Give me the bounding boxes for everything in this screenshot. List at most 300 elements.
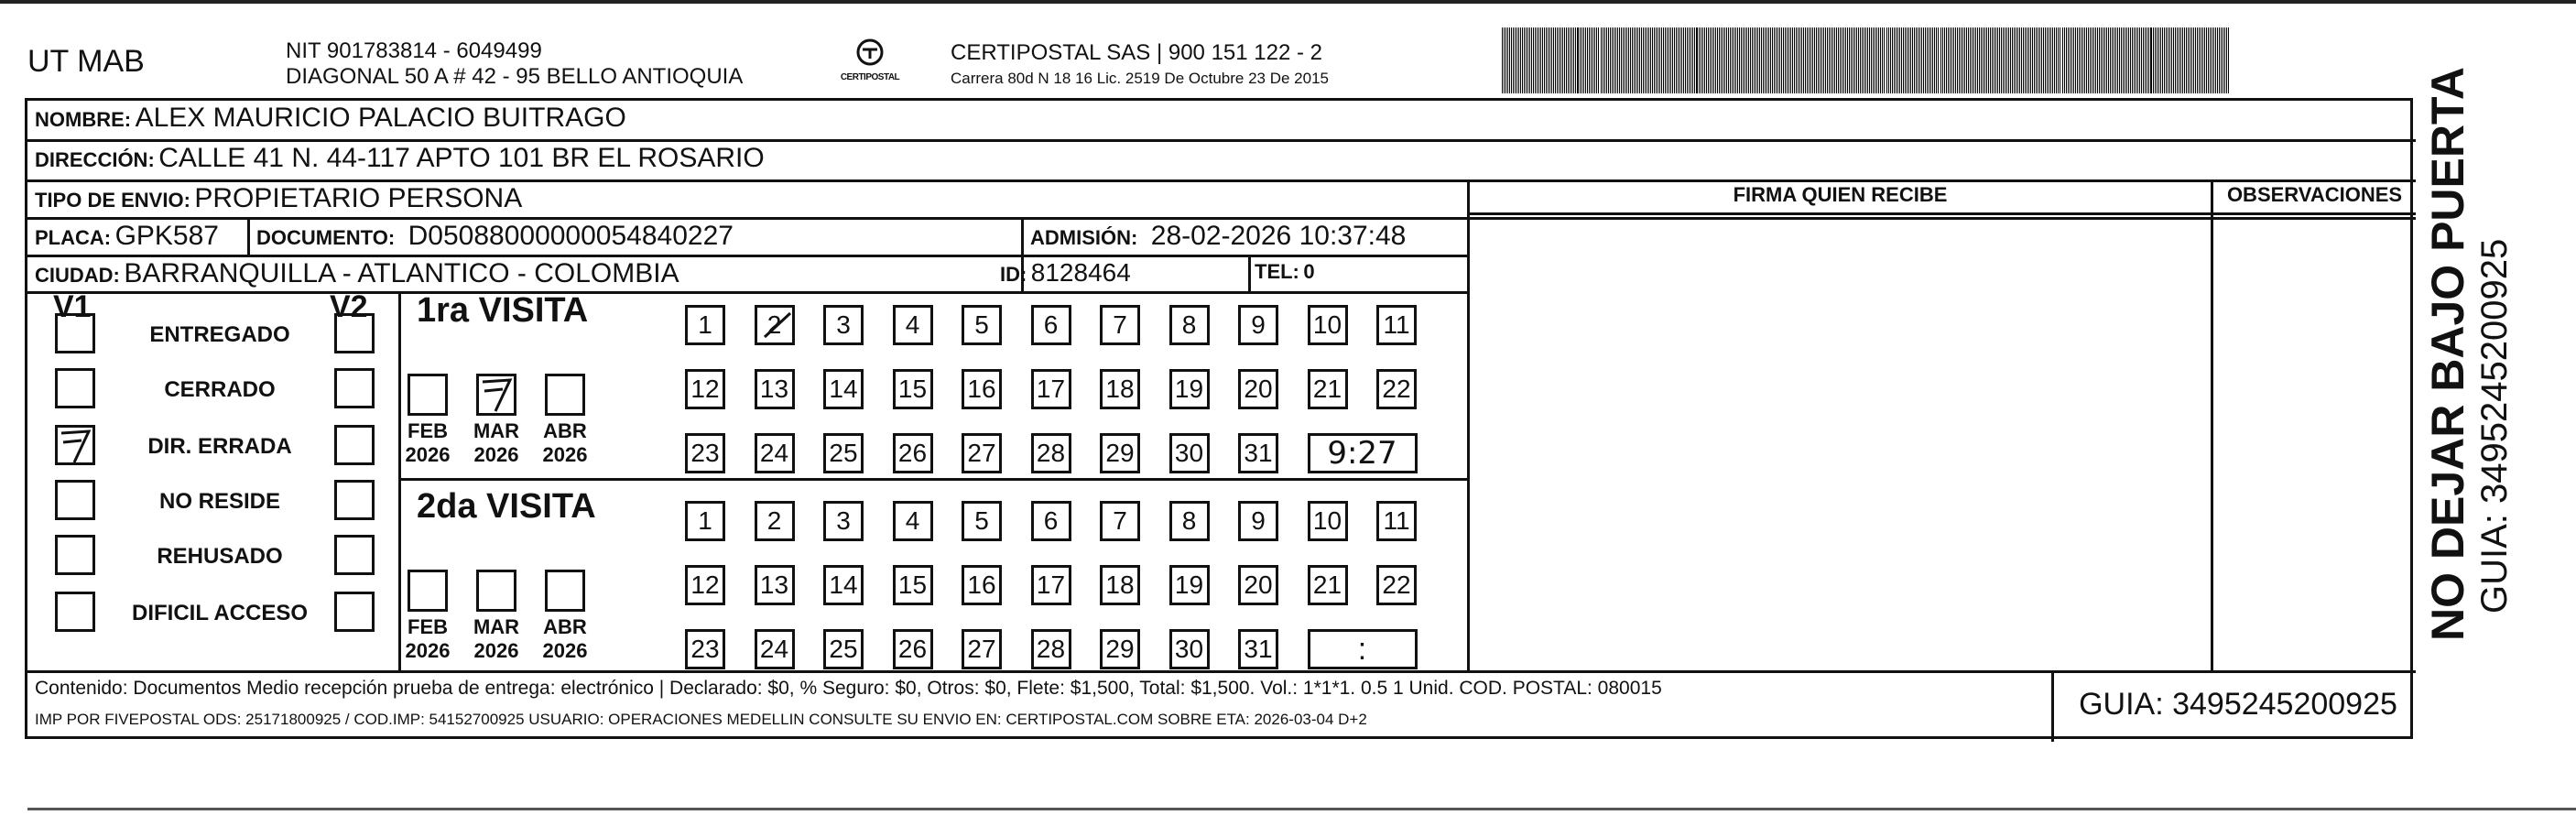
barcode-bar xyxy=(1970,27,1971,93)
barcode-bar xyxy=(2115,27,2116,93)
visit2-day-box[interactable]: 27 xyxy=(962,629,1002,669)
barcode-bar xyxy=(2130,27,2131,93)
id-label: ID: xyxy=(1000,263,1027,286)
barcode-bar xyxy=(2112,27,2113,93)
visit2-time-box[interactable]: : xyxy=(1308,629,1418,669)
barcode-bar xyxy=(1838,27,1839,93)
carrier-name: CERTIPOSTAL SAS | 900 151 122 - 2 xyxy=(951,40,1322,65)
barcode-bar xyxy=(1634,27,1635,93)
barcode-bar xyxy=(1854,27,1855,93)
barcode-bar xyxy=(1903,27,1904,93)
barcode-bar xyxy=(1619,27,1620,93)
visit2-day-box[interactable]: 20 xyxy=(1238,565,1278,605)
visit1-month-name: MAR xyxy=(473,419,520,442)
barcode-bar xyxy=(1668,27,1669,93)
barcode-bar xyxy=(1897,27,1898,93)
barcode-bar xyxy=(1823,27,1824,93)
barcode-bar xyxy=(1594,27,1595,93)
visit2-day-box[interactable]: 9 xyxy=(1238,501,1278,541)
barcode-bar xyxy=(1829,27,1830,93)
visit2-day-box[interactable]: 31 xyxy=(1238,629,1278,669)
barcode-bar xyxy=(2101,27,2102,93)
barcode-bar xyxy=(1615,27,1616,93)
visit1-day-box[interactable]: 10 xyxy=(1308,305,1348,345)
visit2-month-name: ABR xyxy=(543,615,587,638)
barcode-bar xyxy=(1794,27,1795,93)
barcode-bar xyxy=(2148,27,2149,93)
barcode-bar xyxy=(1995,27,1996,93)
barcode-bar xyxy=(2010,27,2011,93)
barcode-bar xyxy=(1750,27,1751,93)
barcode-bar xyxy=(1798,27,1799,93)
barcode-bar xyxy=(1737,27,1738,93)
barcode-bar xyxy=(2084,27,2085,93)
barcode-bar xyxy=(1790,27,1791,93)
barcode-bar xyxy=(1678,27,1679,93)
barcode-bar xyxy=(2177,27,2178,93)
barcode-bar xyxy=(2215,27,2216,93)
barcode-bar xyxy=(2062,27,2063,93)
visit1-day-box[interactable]: 17 xyxy=(1031,369,1071,409)
delivery-form xyxy=(25,98,2413,739)
visit1-day-box[interactable]: 14 xyxy=(823,369,864,409)
barcode-bar xyxy=(1930,27,1931,93)
top-border xyxy=(0,0,2576,4)
barcode-bar xyxy=(1888,27,1889,93)
visit1-day-box[interactable]: 2 xyxy=(755,305,795,345)
barcode-bar xyxy=(2224,27,2225,93)
barcode-bar xyxy=(2180,27,2181,93)
visit2-day-box[interactable]: 25 xyxy=(823,629,864,669)
visit1-day-box[interactable]: 22 xyxy=(1376,369,1417,409)
barcode-bar xyxy=(2088,27,2089,93)
barcode-bar xyxy=(1511,27,1512,93)
visit2-day-box[interactable]: 12 xyxy=(685,565,725,605)
barcode-bar xyxy=(1683,27,1684,93)
company-address: DIAGONAL 50 A # 42 - 95 BELLO ANTIOQUIA xyxy=(286,64,744,89)
v1-checkbox-3[interactable] xyxy=(55,480,95,520)
barcode-bar xyxy=(1919,27,1920,93)
barcode-bar xyxy=(2126,27,2127,93)
v1-checkbox-1[interactable] xyxy=(55,368,95,408)
barcode-bar xyxy=(2104,27,2105,93)
barcode-bar xyxy=(2213,27,2214,93)
barcode-bar xyxy=(1522,27,1523,93)
visit1-day-box[interactable]: 8 xyxy=(1169,305,1210,345)
v2-checkbox-4[interactable] xyxy=(334,535,375,575)
visit2-day-box[interactable]: 28 xyxy=(1031,629,1071,669)
barcode-bar xyxy=(1632,27,1633,93)
barcode-bar xyxy=(1648,27,1649,93)
barcode-bar xyxy=(1748,27,1749,93)
barcode-bar xyxy=(1533,27,1534,93)
visit1-month-label xyxy=(396,419,460,467)
visit1-day-box[interactable]: 7 xyxy=(1100,305,1140,345)
side-guide: GUIA: 3495245200925 xyxy=(2474,238,2515,614)
barcode-bar xyxy=(1570,27,1571,93)
barcode-bar xyxy=(1540,27,1541,93)
plate-value: GPK587 xyxy=(114,221,219,251)
visit2-day-box[interactable]: 13 xyxy=(755,565,795,605)
barcode-bar xyxy=(1553,27,1554,93)
visit2-day-box[interactable]: 26 xyxy=(893,629,933,669)
barcode-bar xyxy=(1583,27,1584,93)
visit2-day-box[interactable]: 30 xyxy=(1169,629,1210,669)
visit1-day-box[interactable]: 26 xyxy=(893,433,933,473)
barcode-bar xyxy=(1581,27,1582,93)
barcode-bar xyxy=(2045,27,2046,93)
visit2-day-box[interactable]: 21 xyxy=(1308,565,1348,605)
v1-checkbox-5[interactable] xyxy=(55,592,95,632)
visit1-day-box[interactable]: 31 xyxy=(1238,433,1278,473)
company-name: UT MAB xyxy=(27,44,145,79)
document-field xyxy=(256,221,734,252)
visit1-day-box[interactable]: 13 xyxy=(755,369,795,409)
barcode-bar xyxy=(1975,27,1976,93)
visit1-month-checkbox-1[interactable] xyxy=(476,374,516,416)
visit1-day-box[interactable]: 19 xyxy=(1169,369,1210,409)
barcode-bar xyxy=(1936,27,1937,93)
visit2-day-box[interactable]: 4 xyxy=(893,501,933,541)
visit1-day-box[interactable]: 28 xyxy=(1031,433,1071,473)
barcode-bar xyxy=(1555,27,1556,93)
carrier-license: Carrera 80d N 18 16 Lic. 2519 De Octubre 23 De 2015 xyxy=(951,70,1329,87)
visit2-day-box[interactable]: 2 xyxy=(755,501,795,541)
barcode-bar xyxy=(1814,27,1815,93)
barcode-bar xyxy=(1546,27,1547,93)
barcode-bar xyxy=(1706,27,1707,93)
visit1-day-box[interactable]: 12 xyxy=(685,369,725,409)
barcode-bar xyxy=(2121,27,2122,93)
barcode-bar xyxy=(1944,27,1945,93)
visit2-day-box[interactable]: 7 xyxy=(1100,501,1140,541)
barcode-bar xyxy=(1890,27,1891,93)
barcode-bar xyxy=(1777,27,1778,93)
v2-checkbox-5[interactable] xyxy=(334,592,375,632)
barcode-bar xyxy=(2141,27,2142,93)
barcode-bar xyxy=(1585,27,1586,93)
barcode-bar xyxy=(1807,27,1808,93)
visit1-day-box[interactable]: 3 xyxy=(823,305,864,345)
barcode-bar xyxy=(1513,27,1514,93)
plate-label: PLACA: xyxy=(35,226,112,249)
visit2-month-checkbox-0[interactable] xyxy=(408,570,448,612)
visit1-day-box[interactable]: 5 xyxy=(962,305,1002,345)
barcode-bar xyxy=(1825,27,1826,93)
visit1-day-box[interactable]: 6 xyxy=(1031,305,1071,345)
barcode-bar xyxy=(1884,27,1885,93)
barcode-bar xyxy=(2128,27,2129,93)
visit1-month-checkbox-0[interactable] xyxy=(408,374,448,416)
barcode-bar xyxy=(1656,27,1657,93)
visit1-day-box[interactable]: 30 xyxy=(1169,433,1210,473)
barcode-bar xyxy=(1880,27,1881,93)
barcode-bar xyxy=(2191,27,2192,93)
barcode-bar xyxy=(1805,27,1806,93)
barcode-bar xyxy=(1685,27,1686,93)
visit2-day-box[interactable]: 11 xyxy=(1376,501,1417,541)
visit2-day-box[interactable]: 14 xyxy=(823,565,864,605)
barcode-bar xyxy=(2014,27,2015,93)
barcode-bar xyxy=(1529,27,1530,93)
visit2-day-box[interactable]: 18 xyxy=(1100,565,1140,605)
visit1-month-label xyxy=(464,419,528,467)
barcode-bar xyxy=(1612,27,1613,93)
barcode-bar xyxy=(2157,27,2158,93)
v1-checkbox-4[interactable] xyxy=(55,535,95,575)
barcode-bar xyxy=(1681,27,1682,93)
barcode-bar xyxy=(1988,27,1989,93)
barcode-bar xyxy=(2054,27,2055,93)
visit2-day-box[interactable]: 22 xyxy=(1376,565,1417,605)
visit2-day-box[interactable]: 23 xyxy=(685,629,725,669)
barcode-bar xyxy=(1871,27,1872,93)
barcode-bar xyxy=(1571,27,1572,93)
barcode-bar xyxy=(1717,27,1718,93)
barcode-bar xyxy=(1799,27,1800,93)
barcode-bar xyxy=(2208,27,2209,93)
barcode-bar xyxy=(1535,27,1536,93)
admission-label: ADMISIÓN: xyxy=(1030,226,1138,249)
visit2-day-box[interactable]: 15 xyxy=(893,565,933,605)
barcode-bar xyxy=(1948,27,1949,93)
barcode-bar xyxy=(1792,27,1793,93)
barcode-bar xyxy=(2043,27,2044,93)
barcode-bar xyxy=(2064,27,2065,93)
barcode-bar xyxy=(1892,27,1893,93)
document-value: D05088000000054840227 xyxy=(408,221,734,251)
barcode-bar xyxy=(2110,27,2111,93)
barcode-bar xyxy=(1559,27,1560,93)
barcode-bar xyxy=(1803,27,1804,93)
visit2-month-label xyxy=(464,615,528,663)
barcode-bar xyxy=(2162,27,2163,93)
barcode-bar xyxy=(1568,27,1569,93)
visit2-day-box[interactable]: 29 xyxy=(1100,629,1140,669)
barcode-bar xyxy=(1663,27,1664,93)
barcode-bar xyxy=(1867,27,1868,93)
visit2-day-box[interactable]: 1 xyxy=(685,501,725,541)
barcode-bar xyxy=(1796,27,1797,93)
visit2-month-checkbox-2[interactable] xyxy=(545,570,585,612)
barcode-bar xyxy=(1865,27,1866,93)
barcode-bar xyxy=(1845,27,1846,93)
admission-value: 28-02-2026 10:37:48 xyxy=(1150,221,1407,251)
barcode-bar xyxy=(1916,27,1917,93)
barcode-bar xyxy=(1832,27,1833,93)
barcode-bar xyxy=(1776,27,1777,93)
visit2-day-box[interactable]: 5 xyxy=(962,501,1002,541)
barcode-bar xyxy=(1788,27,1789,93)
v2-checkbox-2[interactable] xyxy=(334,425,375,465)
barcode-bar xyxy=(2171,27,2172,93)
v2-checkbox-3[interactable] xyxy=(334,480,375,520)
barcode-bar xyxy=(1925,27,1926,93)
tel-label: TEL: xyxy=(1255,260,1299,283)
visit2-day-box[interactable]: 17 xyxy=(1031,565,1071,605)
barcode-bar xyxy=(2164,27,2165,93)
visit1-day-box[interactable]: 15 xyxy=(893,369,933,409)
barcode-bar xyxy=(1687,27,1688,93)
barcode-bar xyxy=(1661,27,1662,93)
barcode-bar xyxy=(2082,27,2083,93)
barcode-bar xyxy=(2143,27,2144,93)
barcode-bar xyxy=(2210,27,2211,93)
barcode-bar xyxy=(2001,27,2002,93)
barcode-bar xyxy=(1544,27,1545,93)
barcode-bar xyxy=(1713,27,1714,93)
barcode-bar xyxy=(2058,27,2059,93)
barcode-bar xyxy=(1770,27,1771,93)
bottom-rule xyxy=(27,808,2576,810)
barcode-bar xyxy=(1743,27,1744,93)
v2-checkbox-0[interactable] xyxy=(334,313,375,353)
barcode-bar xyxy=(2032,27,2033,93)
barcode-bar xyxy=(1779,27,1780,93)
barcode-bar xyxy=(1905,27,1906,93)
barcode-bar xyxy=(1869,27,1870,93)
barcode-bar xyxy=(1676,27,1677,93)
visit1-month-checkbox-2[interactable] xyxy=(545,374,585,416)
barcode-bar xyxy=(1834,27,1835,93)
visit1-day-box[interactable]: 16 xyxy=(962,369,1002,409)
visit1-day-box[interactable]: 29 xyxy=(1100,433,1140,473)
recipient-name: ALEX MAURICIO PALACIO BUITRAGO xyxy=(135,103,626,133)
status-option-label: ENTREGADO xyxy=(149,322,290,347)
visit1-day-box[interactable]: 24 xyxy=(755,433,795,473)
barcode-bar xyxy=(1981,27,1982,93)
barcode-bar xyxy=(1951,27,1952,93)
barcode-bar xyxy=(2166,27,2167,93)
visit2-day-box[interactable]: 19 xyxy=(1169,565,1210,605)
barcode-bar xyxy=(1973,27,1974,93)
visit2-day-box[interactable]: 10 xyxy=(1308,501,1348,541)
barcode-bar xyxy=(2050,27,2051,93)
address-label: DIRECCIÓN: xyxy=(35,148,155,171)
barcode-bar xyxy=(1783,27,1784,93)
visit2-month-checkbox-1[interactable] xyxy=(476,570,516,612)
barcode-bar xyxy=(2093,27,2094,93)
recipient-address: CALLE 41 N. 44-117 APTO 101 BR EL ROSARIO xyxy=(158,143,765,173)
barcode-bar xyxy=(1645,27,1646,93)
v1-checkbox-0[interactable] xyxy=(55,313,95,353)
barcode-bar xyxy=(2217,27,2218,93)
barcode-bar xyxy=(2182,27,2183,93)
barcode-bar xyxy=(2041,27,2042,93)
visit2-day-box[interactable]: 8 xyxy=(1169,501,1210,541)
barcode-bar xyxy=(2066,27,2067,93)
barcode-bar xyxy=(1702,27,1703,93)
barcode-bar xyxy=(1812,27,1813,93)
barcode-bar xyxy=(1876,27,1877,93)
barcode-bar xyxy=(2221,27,2222,93)
barcode-bar xyxy=(2197,27,2198,93)
visit1-day-box[interactable]: 27 xyxy=(962,433,1002,473)
visit1-day-box[interactable]: 11 xyxy=(1376,305,1417,345)
barcode-bar xyxy=(2090,27,2091,93)
visit1-day-box[interactable]: 25 xyxy=(823,433,864,473)
barcode-bar xyxy=(1752,27,1753,93)
visit2-month-year: 2026 xyxy=(542,639,588,662)
barcode-bar xyxy=(1650,27,1651,93)
barcode-bar xyxy=(1923,27,1924,93)
barcode-bar xyxy=(1724,27,1725,93)
barcode-bar xyxy=(1659,27,1660,93)
visit2-day-box[interactable]: 16 xyxy=(962,565,1002,605)
barcode-bar xyxy=(1894,27,1895,93)
barcode-bar xyxy=(2108,27,2109,93)
barcode-bar xyxy=(1577,27,1579,93)
visit1-day-box[interactable]: 4 xyxy=(893,305,933,345)
barcode-bar xyxy=(2028,27,2029,93)
status-option-label: DIFICIL ACCESO xyxy=(131,601,308,625)
barcode-bar xyxy=(1604,27,1605,93)
barcode-bar xyxy=(1598,27,1599,93)
barcode-bar xyxy=(1527,27,1528,93)
barcode-bar xyxy=(1509,27,1510,93)
barcode-bar xyxy=(1690,27,1691,93)
type-label: TIPO DE ENVIO: xyxy=(35,189,190,212)
barcode-bar xyxy=(1873,27,1874,93)
visit2-day-box[interactable]: 24 xyxy=(755,629,795,669)
barcode-bar xyxy=(1575,27,1576,93)
barcode-bar xyxy=(1979,27,1980,93)
barcode-bar xyxy=(1515,27,1516,93)
barcode-bar xyxy=(1610,27,1611,93)
shipment-type: PROPIETARIO PERSONA xyxy=(194,183,523,213)
visit1-day-box[interactable]: 23 xyxy=(685,433,725,473)
visit1-day-box[interactable]: 9 xyxy=(1238,305,1278,345)
barcode-bar xyxy=(1966,27,1967,93)
barcode-bar xyxy=(2030,27,2031,93)
barcode-bar xyxy=(2077,27,2078,93)
barcode-bar xyxy=(1560,27,1561,93)
visit1-day-box[interactable]: 20 xyxy=(1238,369,1278,409)
visit2-day-box[interactable]: 3 xyxy=(823,501,864,541)
barcode-bar xyxy=(1739,27,1740,93)
visit1-day-box[interactable]: 18 xyxy=(1100,369,1140,409)
barcode-bar xyxy=(1765,27,1766,93)
barcode-bar xyxy=(1785,27,1786,93)
barcode-bar xyxy=(1507,27,1508,93)
barcode-bar xyxy=(1983,27,1984,93)
visit1-month-year: 2026 xyxy=(542,443,588,466)
barcode-bar xyxy=(2034,27,2035,93)
visit1-day-box[interactable]: 21 xyxy=(1308,369,1348,409)
barcode-bar xyxy=(1932,27,1933,93)
barcode-bar xyxy=(2117,27,2118,93)
barcode-bar xyxy=(1589,27,1590,93)
v1-header: V1 xyxy=(53,289,92,324)
city-value: BARRANQUILLA - ATLANTICO - COLOMBIA xyxy=(124,258,679,288)
barcode-bar xyxy=(2193,27,2194,93)
visit1-time-box[interactable]: 9:27 xyxy=(1308,433,1418,473)
barcode-bar xyxy=(1754,27,1755,93)
barcode-bar xyxy=(1910,27,1911,93)
barcode-bar xyxy=(1637,27,1638,93)
barcode-bar xyxy=(1999,27,2000,93)
visit1-month-year: 2026 xyxy=(473,443,519,466)
v1-checkbox-2[interactable] xyxy=(55,425,95,465)
signature-header: FIRMA QUIEN RECIBE xyxy=(1733,183,1948,206)
visit1-day-box[interactable]: 1 xyxy=(685,305,725,345)
visit2-day-box[interactable]: 6 xyxy=(1031,501,1071,541)
barcode-bar xyxy=(1934,27,1935,93)
visit1-title: 1ra VISITA xyxy=(417,291,589,330)
v2-checkbox-1[interactable] xyxy=(334,368,375,408)
barcode-bar xyxy=(1763,27,1764,93)
visit1-day-mark xyxy=(761,310,794,342)
